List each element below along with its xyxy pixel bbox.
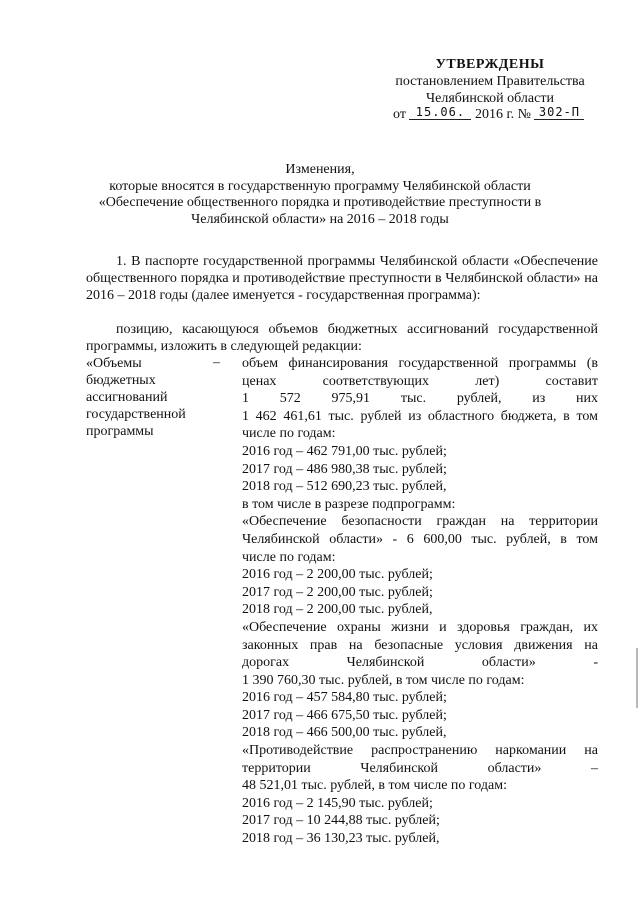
document-heading	[90, 162, 550, 228]
right-line: Челябинской области» - 6 600,00 тыс. рублей, в том	[242, 531, 598, 547]
right-line: 1 572 975,91 тыс. рублей, из них	[242, 391, 598, 407]
table-left-column	[86, 355, 226, 440]
right-line: объем финансирования государственной программы (в	[242, 356, 598, 371]
right-line: 2017 год – 486 980,38 тыс. рублей;	[242, 461, 447, 477]
heading-line-3: «Обеспечение общественного порядка и противодействие преступности в	[98, 195, 542, 210]
approval-block	[380, 56, 600, 107]
paragraph-1: 1. В паспорте государственной программы Челябинской области «Обеспечение общественного порядка и противодействие преступности в Челябинской области» на 2016 – 2018 годы (далее именуется - государственная программа):	[86, 254, 598, 303]
paragraph-2: позицию, касающуюся объемов бюджетных ассигнований государственной программы, изложить в следующей редакции:	[86, 322, 598, 354]
right-line: 2017 год – 466 675,50 тыс. рублей;	[242, 707, 447, 723]
right-line: числе по годам:	[242, 426, 336, 442]
left-line: бюджетных	[86, 373, 156, 388]
left-line: ассигнований	[86, 390, 168, 405]
right-line: 2018 год – 512 690,23 тыс. рублей,	[242, 479, 447, 495]
right-line: 2016 год – 2 200,00 тыс. рублей;	[242, 567, 433, 583]
right-line: законных прав на безопасные условия движения на	[242, 637, 598, 653]
right-line: «Противодействие распространению наркомании на	[242, 743, 598, 759]
right-line: 2016 год – 462 791,00 тыс. рублей;	[242, 443, 447, 459]
approval-line-1: постановлением Правительства	[395, 74, 585, 89]
right-line: 1 390 760,30 тыс. рублей, в том числе по годам:	[242, 672, 525, 688]
right-line: 48 521,01 тыс. рублей, в том числе по годам:	[242, 778, 507, 794]
right-line: 2018 год – 36 130,23 тыс. рублей,	[242, 831, 440, 847]
approval-title: УТВЕРЖДЕНЫ	[435, 57, 545, 72]
right-line: «Обеспечение безопасности граждан на территории	[242, 514, 598, 530]
handwritten-date: 15.06.	[409, 105, 471, 120]
right-line: 2017 год – 2 200,00 тыс. рублей;	[242, 584, 433, 600]
year-text: 2016 г. №	[474, 107, 531, 122]
right-line: территории Челябинской области» –	[242, 760, 598, 776]
right-line: 2016 год – 2 145,90 тыс. рублей;	[242, 795, 433, 811]
right-line: в том числе в разрезе подпрограмм:	[242, 496, 456, 512]
approval-date-line	[393, 107, 584, 123]
table-right-column	[242, 355, 598, 848]
right-line: ценах соответствующих лет) составит	[242, 373, 598, 389]
right-line: дорогах Челябинской области» -	[242, 655, 598, 671]
heading-line-2: которые вносятся в государственную программу Челябинской области	[109, 178, 531, 194]
heading-line-4: Челябинской области» на 2016 – 2018 годы	[191, 211, 449, 227]
date-prefix: от	[393, 107, 406, 122]
right-line: 1 462 461,61 тыс. рублей из областного бюджета, в том	[242, 408, 598, 424]
scan-edge-mark	[636, 648, 638, 708]
right-line: 2016 год – 457 584,80 тыс. рублей;	[242, 690, 447, 706]
approval-line-2: Челябинской области	[426, 91, 554, 106]
right-line: «Обеспечение охраны жизни и здоровья граждан, их	[242, 619, 598, 635]
heading-line-1: Изменения,	[285, 162, 355, 177]
table-dash: –	[213, 355, 220, 370]
handwritten-number: 302-П	[534, 105, 584, 120]
right-line: 2018 год – 466 500,00 тыс. рублей,	[242, 725, 447, 741]
left-line: программы	[86, 424, 154, 439]
right-line: числе по годам:	[242, 549, 336, 565]
right-line: 2018 год – 2 200,00 тыс. рублей,	[242, 602, 433, 618]
right-line: 2017 год – 10 244,88 тыс. рублей;	[242, 813, 440, 829]
left-line: «Объемы	[86, 356, 142, 371]
left-line: государственной	[86, 407, 186, 422]
